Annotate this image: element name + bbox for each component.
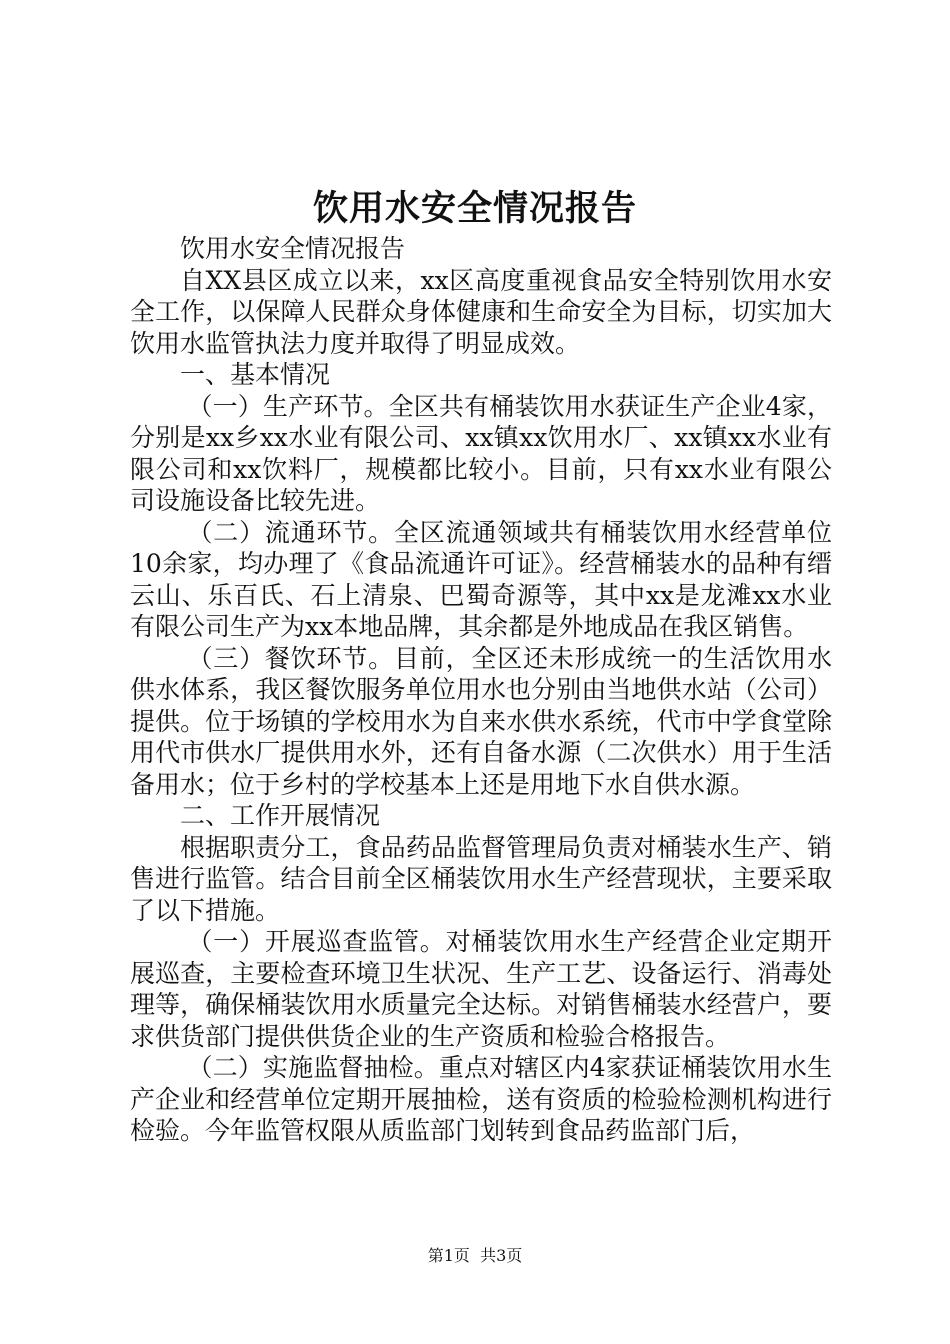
page-footer	[0, 1245, 950, 1267]
paragraph-duties: 根据职责分工，食品药品监督管理局负责对桶装水生产、销售进行监管。结合目前全区桶装饮用水生产经营现状，主要采取了以下措施。	[130, 832, 832, 925]
paragraph-circulation: （二）流通环节。全区流通领域共有桶装饮用水经营单位10余家，均办理了《食品流通许可证》。经营桶装水的品种有缙云山、乐百氏、石上清泉、巴蜀奇源等，其中xx是龙滩xx水业有限公司生产为xx本地品牌，其余都是外地成品在我区销售。	[130, 517, 832, 641]
page-number: 第1页 共3页	[427, 1246, 523, 1265]
paragraph-intro: 自XX县区成立以来，xx区高度重视食品安全特别饮用水安全工作，以保障人民群众身体健康和生命安全为目标，切实加大饮用水监管执法力度并取得了明显成效。	[130, 265, 832, 358]
paragraph-subtitle: 饮用水安全情况报告	[180, 234, 406, 263]
paragraph-sampling: （二）实施监督抽检。重点对辖区内4家获证桶装饮用水生产企业和经营单位定期开展抽检，送有资质的检验检测机构进行检验。今年监管权限从质监部门划转到食品药监部门后，	[130, 1053, 832, 1145]
section-heading-basic: 一、基本情况	[180, 360, 331, 389]
document-title: 饮用水安全情况报告	[312, 188, 637, 229]
paragraph-catering: （三）餐饮环节。目前，全区还未形成统一的生活饮用水供水体系，我区餐饮服务单位用水也分别由当地供水站（公司）提供。位于场镇的学校用水为自来水供水系统，代市中学食堂除用代市供水厂提供用水外，还有自备水源（二次供水）用于生活备用水；位于乡村的学校基本上还是用地下水自供水源。	[130, 643, 832, 799]
paragraph-production: （一）生产环节。全区共有桶装饮用水获证生产企业4家，分别是xx乡xx水业有限公司、xx镇xx饮用水厂、xx镇xx水业有限公司和xx饮料厂，规模都比较小。目前，只有xx水业有限公司设施设备比较先进。	[130, 391, 832, 515]
section-heading-work: 二、工作开展情况	[180, 801, 381, 830]
document-body	[130, 233, 832, 1147]
paragraph-inspection: （一）开展巡查监管。对桶装饮用水生产经营企业定期开展巡查，主要检查环境卫生状况、生产工艺、设备运行、消毒处理等，确保桶装饮用水质量完全达标。对销售桶装水经营户，要求供货部门提供供货企业的生产资质和检验合格报告。	[130, 927, 832, 1051]
